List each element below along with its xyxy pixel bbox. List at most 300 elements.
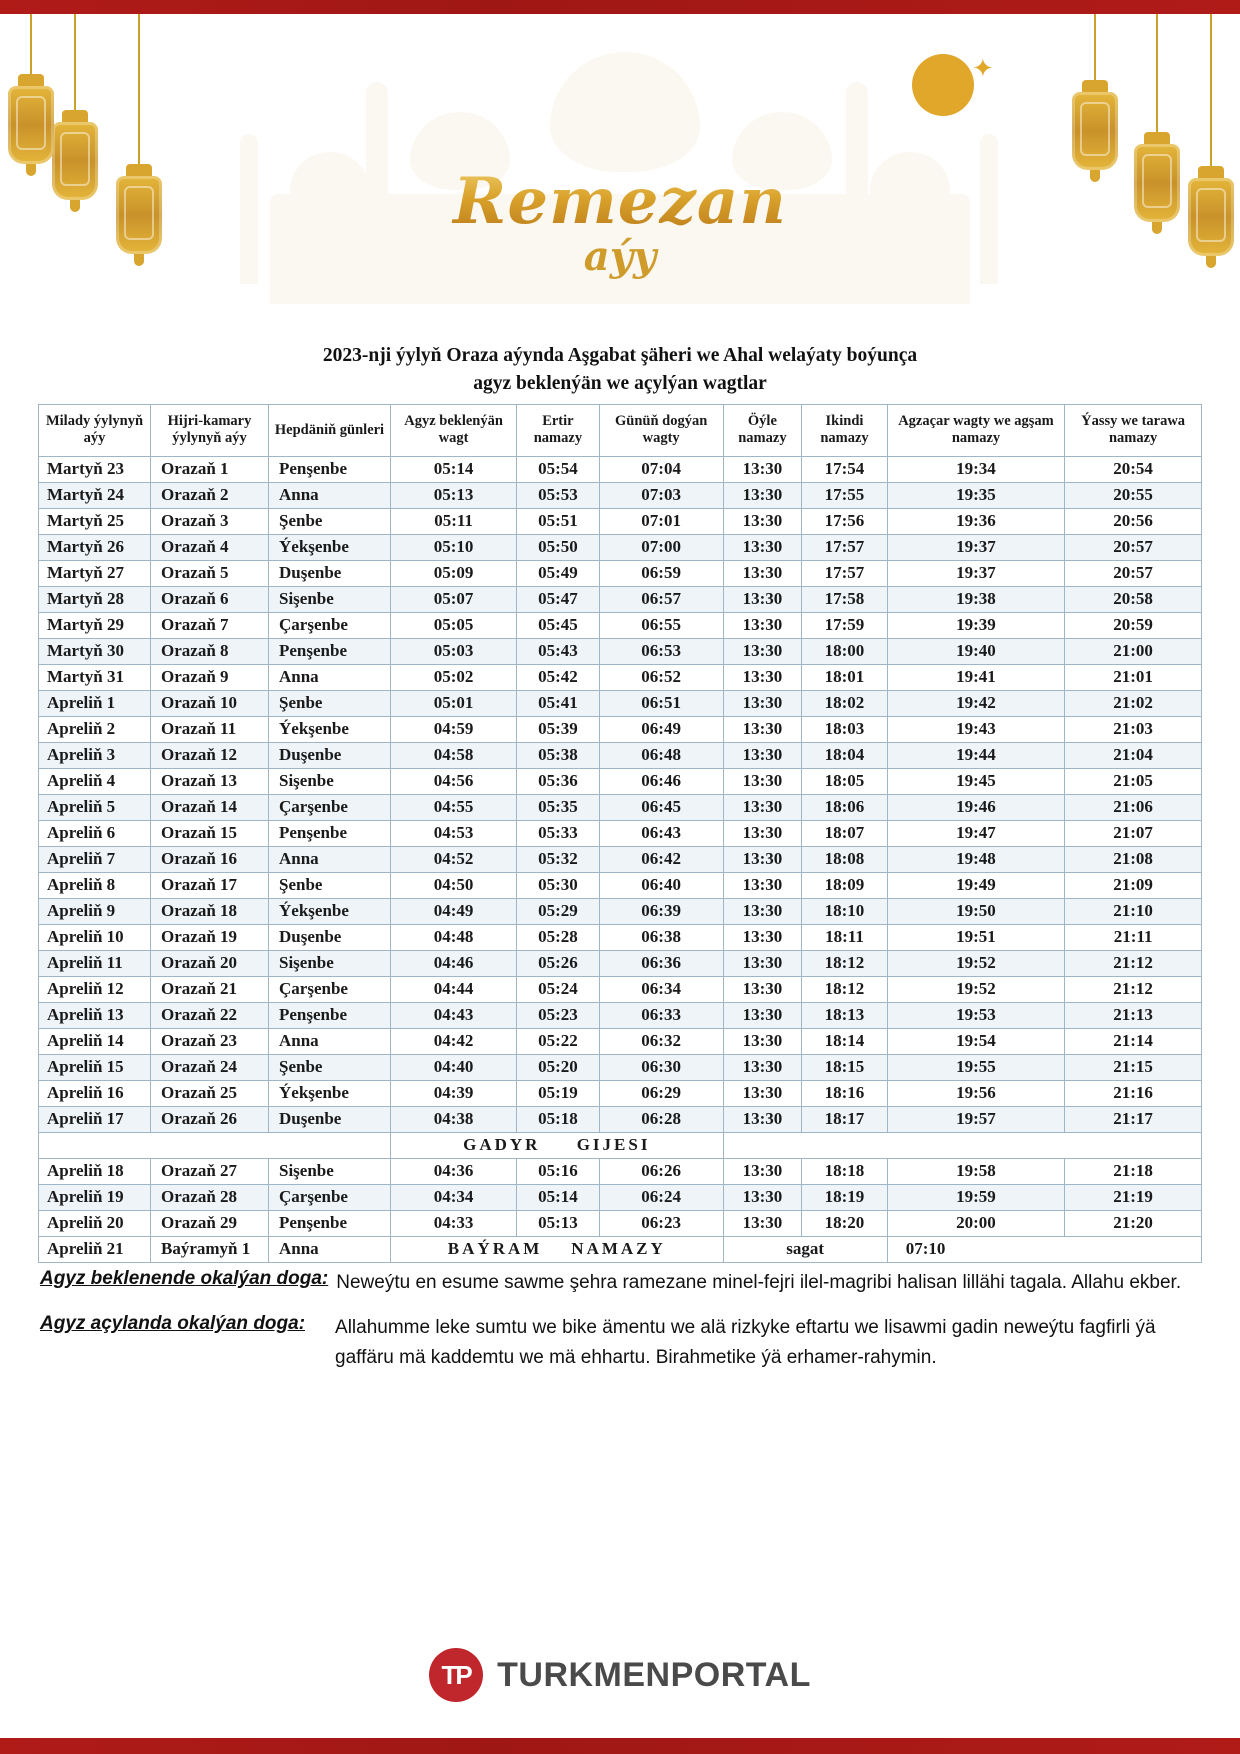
table-cell: 04:49 — [391, 898, 517, 924]
table-cell: Orazaň 4 — [151, 534, 269, 560]
table-cell: Orazaň 29 — [151, 1210, 269, 1236]
table-cell: 13:30 — [723, 716, 802, 742]
table-cell: 21:03 — [1065, 716, 1202, 742]
table-cell: 21:12 — [1065, 976, 1202, 1002]
table-cell: Orazaň 12 — [151, 742, 269, 768]
table-cell: 06:28 — [599, 1106, 723, 1132]
table-cell: 17:59 — [802, 612, 888, 638]
column-header-hijri-month: Hijri-kamary ýylynyň aýy — [151, 405, 269, 457]
table-cell: 06:49 — [599, 716, 723, 742]
table-cell: 04:52 — [391, 846, 517, 872]
table-cell: 13:30 — [723, 690, 802, 716]
table-cell: 06:30 — [599, 1054, 723, 1080]
subtitle-line-1: 2023-nji ýylyň Oraza aýynda Aşgabat şäheri we Ahal welaýaty boýunça — [322, 345, 918, 366]
table-cell: 13:30 — [723, 508, 802, 534]
table-cell: 13:30 — [723, 976, 802, 1002]
table-cell: 05:03 — [391, 638, 517, 664]
table-cell: 21:08 — [1065, 846, 1202, 872]
table-cell: 06:33 — [599, 1002, 723, 1028]
table-cell: Penşenbe — [269, 1002, 391, 1028]
table-cell: Apreliň 3 — [39, 742, 151, 768]
table-cell: 13:30 — [723, 820, 802, 846]
table-cell: 06:46 — [599, 768, 723, 794]
table-cell: 13:30 — [723, 768, 802, 794]
column-header-sunrise: Günüň dogýan wagty — [599, 405, 723, 457]
table-cell: Apreliň 18 — [39, 1158, 151, 1184]
table-cell: 19:37 — [887, 534, 1064, 560]
table-cell: 21:16 — [1065, 1080, 1202, 1106]
table-row — [39, 690, 1202, 716]
table-row — [39, 482, 1202, 508]
table-cell: 18:02 — [802, 690, 888, 716]
table-cell: Orazaň 20 — [151, 950, 269, 976]
table-cell: 13:30 — [723, 1210, 802, 1236]
table-cell: 13:30 — [723, 1054, 802, 1080]
table-cell: 05:45 — [517, 612, 600, 638]
table-cell: 04:40 — [391, 1054, 517, 1080]
table-cell: 19:55 — [887, 1054, 1064, 1080]
table-cell: 20:58 — [1065, 586, 1202, 612]
table-cell: Orazaň 27 — [151, 1158, 269, 1184]
table-cell: 13:30 — [723, 1106, 802, 1132]
table-cell: 18:10 — [802, 898, 888, 924]
table-cell: 21:01 — [1065, 664, 1202, 690]
table-row — [39, 950, 1202, 976]
table-cell: 18:11 — [802, 924, 888, 950]
table-cell: 05:09 — [391, 560, 517, 586]
table-cell: 06:39 — [599, 898, 723, 924]
gadyr-spacer-right — [723, 1132, 1201, 1158]
table-cell: 13:30 — [723, 638, 802, 664]
top-decorative-band — [0, 0, 1240, 14]
table-cell: 19:40 — [887, 638, 1064, 664]
table-cell: 18:15 — [802, 1054, 888, 1080]
table-cell: 05:53 — [517, 482, 600, 508]
table-cell: 19:46 — [887, 794, 1064, 820]
table-cell: Şenbe — [269, 690, 391, 716]
table-cell: Martyň 27 — [39, 560, 151, 586]
table-cell: 13:30 — [723, 586, 802, 612]
table-cell: 04:53 — [391, 820, 517, 846]
table-cell: 20:55 — [1065, 482, 1202, 508]
table-cell: 21:13 — [1065, 1002, 1202, 1028]
table-cell: 05:07 — [391, 586, 517, 612]
table-cell: 05:20 — [517, 1054, 600, 1080]
table-cell: 21:05 — [1065, 768, 1202, 794]
table-row — [39, 586, 1202, 612]
table-cell: 19:53 — [887, 1002, 1064, 1028]
table-cell: 19:37 — [887, 560, 1064, 586]
column-header-fast-start: Agyz beklenýän wagt — [391, 405, 517, 457]
table-cell: 13:30 — [723, 846, 802, 872]
table-cell: Martyň 30 — [39, 638, 151, 664]
table-cell: Apreliň 16 — [39, 1080, 151, 1106]
table-cell: 21:04 — [1065, 742, 1202, 768]
prayer-times-table-wrapper — [38, 404, 1202, 1263]
table-cell: Apreliň 20 — [39, 1210, 151, 1236]
table-cell: 13:30 — [723, 898, 802, 924]
title-main: Remezan — [0, 164, 1240, 239]
table-cell: Orazaň 25 — [151, 1080, 269, 1106]
table-cell: 20:59 — [1065, 612, 1202, 638]
table-cell: 20:57 — [1065, 534, 1202, 560]
table-cell: 18:14 — [802, 1028, 888, 1054]
table-cell: 07:01 — [599, 508, 723, 534]
table-cell: Duşenbe — [269, 560, 391, 586]
table-cell: 18:09 — [802, 872, 888, 898]
table-cell: 13:30 — [723, 560, 802, 586]
table-cell: Orazaň 14 — [151, 794, 269, 820]
table-cell: Apreliň 11 — [39, 950, 151, 976]
table-row — [39, 456, 1202, 482]
table-cell: 05:32 — [517, 846, 600, 872]
table-cell: Orazaň 6 — [151, 586, 269, 612]
table-cell: 06:57 — [599, 586, 723, 612]
table-cell: Martyň 28 — [39, 586, 151, 612]
table-cell: 05:18 — [517, 1106, 600, 1132]
table-cell: 04:36 — [391, 1158, 517, 1184]
table-cell: Martyň 26 — [39, 534, 151, 560]
table-cell: Orazaň 16 — [151, 846, 269, 872]
table-cell: 05:13 — [391, 482, 517, 508]
table-cell: 19:42 — [887, 690, 1064, 716]
table-cell: Orazaň 18 — [151, 898, 269, 924]
table-cell: 18:05 — [802, 768, 888, 794]
table-cell: 19:58 — [887, 1158, 1064, 1184]
table-cell: 19:54 — [887, 1028, 1064, 1054]
table-cell: Ýekşenbe — [269, 534, 391, 560]
table-cell: Orazaň 23 — [151, 1028, 269, 1054]
table-cell: 13:30 — [723, 1080, 802, 1106]
table-cell: 19:39 — [887, 612, 1064, 638]
table-cell: 13:30 — [723, 1184, 802, 1210]
table-cell: Orazaň 2 — [151, 482, 269, 508]
table-cell: 04:50 — [391, 872, 517, 898]
footer-logo — [0, 1648, 1240, 1702]
table-cell: 04:59 — [391, 716, 517, 742]
table-cell: 05:50 — [517, 534, 600, 560]
table-row — [39, 1184, 1202, 1210]
prayer-times-table — [38, 404, 1202, 1263]
table-row — [39, 1080, 1202, 1106]
table-cell: 21:18 — [1065, 1158, 1202, 1184]
table-cell: Apreliň 17 — [39, 1106, 151, 1132]
table-cell: 05:39 — [517, 716, 600, 742]
table-cell: 19:59 — [887, 1184, 1064, 1210]
table-cell: Anna — [269, 1028, 391, 1054]
table-cell: 06:45 — [599, 794, 723, 820]
table-cell: 05:30 — [517, 872, 600, 898]
table-cell: 19:51 — [887, 924, 1064, 950]
table-cell: Şenbe — [269, 508, 391, 534]
table-cell: 19:47 — [887, 820, 1064, 846]
table-cell: 07:00 — [599, 534, 723, 560]
table-row — [39, 898, 1202, 924]
table-cell: Penşenbe — [269, 820, 391, 846]
table-cell: 19:36 — [887, 508, 1064, 534]
table-row — [39, 560, 1202, 586]
table-cell: 13:30 — [723, 664, 802, 690]
table-cell: 13:30 — [723, 534, 802, 560]
table-cell: 13:30 — [723, 456, 802, 482]
table-cell: 21:10 — [1065, 898, 1202, 924]
dua-fast-start-label: Agyz beklenende okalýan doga: — [40, 1268, 329, 1289]
table-cell: Orazaň 7 — [151, 612, 269, 638]
table-cell: 05:49 — [517, 560, 600, 586]
star-icon: ✦ — [972, 54, 994, 83]
table-cell: Orazaň 15 — [151, 820, 269, 846]
table-row — [39, 846, 1202, 872]
table-cell: Orazaň 1 — [151, 456, 269, 482]
table-cell: Orazaň 9 — [151, 664, 269, 690]
table-cell: 05:23 — [517, 1002, 600, 1028]
table-cell: Apreliň 9 — [39, 898, 151, 924]
table-cell: 06:43 — [599, 820, 723, 846]
table-cell: 06:26 — [599, 1158, 723, 1184]
table-cell: 21:15 — [1065, 1054, 1202, 1080]
table-cell: 17:57 — [802, 560, 888, 586]
table-cell: Sişenbe — [269, 950, 391, 976]
table-cell: 06:40 — [599, 872, 723, 898]
column-header-weekday: Hepdäniň günleri — [269, 405, 391, 457]
crescent-moon-icon — [912, 54, 992, 134]
table-cell: Orazaň 22 — [151, 1002, 269, 1028]
table-cell: Martyň 31 — [39, 664, 151, 690]
table-cell: 20:00 — [887, 1210, 1064, 1236]
table-cell: 21:19 — [1065, 1184, 1202, 1210]
table-cell: 06:36 — [599, 950, 723, 976]
table-row — [39, 716, 1202, 742]
table-cell: 18:18 — [802, 1158, 888, 1184]
table-cell: 19:52 — [887, 950, 1064, 976]
gadyr-night-row — [39, 1132, 1202, 1158]
table-row — [39, 508, 1202, 534]
table-row — [39, 1158, 1202, 1184]
table-cell: Anna — [269, 664, 391, 690]
table-cell: Ýekşenbe — [269, 898, 391, 924]
table-cell: Orazaň 10 — [151, 690, 269, 716]
table-cell: 18:00 — [802, 638, 888, 664]
table-cell: 05:51 — [517, 508, 600, 534]
lantern-icon — [8, 14, 54, 162]
turkmenportal-logo-mark: TP — [429, 1648, 483, 1702]
table-cell: 21:09 — [1065, 872, 1202, 898]
table-cell: Apreliň 2 — [39, 716, 151, 742]
table-cell: Apreliň 21 — [39, 1236, 151, 1262]
column-header-dhuhr: Öýle namazy — [723, 405, 802, 457]
table-row — [39, 664, 1202, 690]
table-cell: 19:35 — [887, 482, 1064, 508]
bayram-row — [39, 1236, 1202, 1262]
table-cell: Çarşenbe — [269, 1184, 391, 1210]
table-cell: 21:07 — [1065, 820, 1202, 846]
title-sub: aýy — [583, 233, 657, 280]
table-cell: 17:58 — [802, 586, 888, 612]
table-cell: 06:51 — [599, 690, 723, 716]
table-cell: 21:12 — [1065, 950, 1202, 976]
table-cell: Çarşenbe — [269, 976, 391, 1002]
table-cell: 19:48 — [887, 846, 1064, 872]
table-cell: Martyň 29 — [39, 612, 151, 638]
table-cell: 05:01 — [391, 690, 517, 716]
table-cell: Apreliň 6 — [39, 820, 151, 846]
table-cell: 06:38 — [599, 924, 723, 950]
column-header-fajr: Ertir namazy — [517, 405, 600, 457]
table-cell: 04:42 — [391, 1028, 517, 1054]
subtitle-line-2: agyz beklenýän we açylýan wagtlar — [473, 373, 767, 395]
table-cell: 21:17 — [1065, 1106, 1202, 1132]
dua-fast-start — [40, 1268, 1200, 1297]
table-cell: Apreliň 14 — [39, 1028, 151, 1054]
table-cell: 05:29 — [517, 898, 600, 924]
table-cell: Martyň 25 — [39, 508, 151, 534]
table-cell: 17:55 — [802, 482, 888, 508]
table-cell: 04:43 — [391, 1002, 517, 1028]
table-cell: 18:20 — [802, 1210, 888, 1236]
table-cell: 19:43 — [887, 716, 1064, 742]
table-cell: 18:04 — [802, 742, 888, 768]
table-row — [39, 742, 1202, 768]
table-cell: Apreliň 1 — [39, 690, 151, 716]
table-cell: 07:03 — [599, 482, 723, 508]
column-header-gregorian-month: Milady ýylynyň aýy — [39, 405, 151, 457]
turkmenportal-logo-text: TURKMENPORTAL — [497, 1655, 811, 1694]
table-cell: Çarşenbe — [269, 612, 391, 638]
table-cell: 04:58 — [391, 742, 517, 768]
table-cell: Duşenbe — [269, 1106, 391, 1132]
bayram-sagat-label: sagat — [723, 1236, 887, 1262]
table-cell: 19:57 — [887, 1106, 1064, 1132]
table-cell: 05:14 — [391, 456, 517, 482]
table-cell: 04:48 — [391, 924, 517, 950]
table-cell: Apreliň 7 — [39, 846, 151, 872]
dua-iftar-label: Agyz açylanda okalýan doga: — [40, 1313, 306, 1335]
table-cell: 04:33 — [391, 1210, 517, 1236]
table-cell: 18:13 — [802, 1002, 888, 1028]
dua-fast-start-text: Neweýtu en esume sawme şehra ramezane minel-fejri ilel-magribi halisan lillähi tagala. Allahu ekber. — [336, 1272, 1182, 1293]
table-cell: 06:52 — [599, 664, 723, 690]
table-cell: Orazaň 13 — [151, 768, 269, 794]
table-cell: 18:17 — [802, 1106, 888, 1132]
table-cell: 06:34 — [599, 976, 723, 1002]
table-cell: 18:03 — [802, 716, 888, 742]
table-cell: 21:00 — [1065, 638, 1202, 664]
table-cell: 13:30 — [723, 950, 802, 976]
table-body — [39, 456, 1202, 1262]
table-cell: 20:54 — [1065, 456, 1202, 482]
table-row — [39, 1054, 1202, 1080]
table-cell: 18:12 — [802, 976, 888, 1002]
table-cell: 13:30 — [723, 872, 802, 898]
table-cell: Duşenbe — [269, 924, 391, 950]
table-cell: Orazaň 24 — [151, 1054, 269, 1080]
table-row — [39, 872, 1202, 898]
table-cell: 19:50 — [887, 898, 1064, 924]
table-cell: Ýekşenbe — [269, 716, 391, 742]
table-cell: 21:02 — [1065, 690, 1202, 716]
table-cell: Martyň 23 — [39, 456, 151, 482]
dua-iftar-text: Allahumme leke sumtu we bike ämentu we alä rizkyke eftartu we lisawmi gadin neweýtu fagfirli ýä gaffäru mä kaddemtu we mä ehhartu. Birahmetike ýä erhamer-rahymin. — [335, 1317, 1156, 1368]
table-cell: 04:34 — [391, 1184, 517, 1210]
table-cell: 05:38 — [517, 742, 600, 768]
column-header-isha: Ýassy we tarawa namazy — [1065, 405, 1202, 457]
table-cell: Apreliň 15 — [39, 1054, 151, 1080]
table-cell: 04:56 — [391, 768, 517, 794]
table-cell: Apreliň 12 — [39, 976, 151, 1002]
table-cell: 18:16 — [802, 1080, 888, 1106]
table-cell: Sişenbe — [269, 1158, 391, 1184]
table-cell: 21:11 — [1065, 924, 1202, 950]
page-title — [0, 164, 1240, 280]
table-cell: Orazaň 11 — [151, 716, 269, 742]
table-cell: Apreliň 13 — [39, 1002, 151, 1028]
table-cell: 04:38 — [391, 1106, 517, 1132]
table-row — [39, 1028, 1202, 1054]
bayram-time: 07:10 — [887, 1236, 1201, 1262]
table-row — [39, 1210, 1202, 1236]
table-cell: 05:28 — [517, 924, 600, 950]
table-cell: 06:48 — [599, 742, 723, 768]
table-cell: Anna — [269, 482, 391, 508]
table-cell: Orazaň 19 — [151, 924, 269, 950]
table-cell: Apreliň 8 — [39, 872, 151, 898]
table-cell: 04:55 — [391, 794, 517, 820]
table-cell: Anna — [269, 1236, 391, 1262]
table-cell: 05:36 — [517, 768, 600, 794]
table-cell: 19:52 — [887, 976, 1064, 1002]
table-cell: 17:57 — [802, 534, 888, 560]
table-cell: 19:45 — [887, 768, 1064, 794]
table-cell: 17:56 — [802, 508, 888, 534]
table-row — [39, 612, 1202, 638]
table-cell: 05:13 — [517, 1210, 600, 1236]
table-cell: 05:22 — [517, 1028, 600, 1054]
table-cell: 19:34 — [887, 456, 1064, 482]
table-cell: Şenbe — [269, 1054, 391, 1080]
table-cell: 13:30 — [723, 1158, 802, 1184]
table-cell: 05:33 — [517, 820, 600, 846]
table-cell: Penşenbe — [269, 638, 391, 664]
table-cell: 18:06 — [802, 794, 888, 820]
table-cell: 13:30 — [723, 924, 802, 950]
table-cell: 17:54 — [802, 456, 888, 482]
dua-iftar — [40, 1313, 1200, 1372]
gadyr-label: GADYR GIJESI — [391, 1132, 724, 1158]
table-cell: 19:41 — [887, 664, 1064, 690]
table-row — [39, 638, 1202, 664]
table-cell: 05:24 — [517, 976, 600, 1002]
table-cell: Apreliň 10 — [39, 924, 151, 950]
table-cell: Sişenbe — [269, 768, 391, 794]
table-cell: 04:39 — [391, 1080, 517, 1106]
table-cell: 13:30 — [723, 1002, 802, 1028]
header-banner — [0, 14, 1240, 304]
table-cell: 18:12 — [802, 950, 888, 976]
table-cell: Penşenbe — [269, 1210, 391, 1236]
table-cell: Orazaň 17 — [151, 872, 269, 898]
table-cell: Orazaň 28 — [151, 1184, 269, 1210]
table-cell: 20:57 — [1065, 560, 1202, 586]
table-cell: 06:32 — [599, 1028, 723, 1054]
table-cell: 05:26 — [517, 950, 600, 976]
table-cell: Şenbe — [269, 872, 391, 898]
table-row — [39, 534, 1202, 560]
bottom-decorative-band — [0, 1738, 1240, 1754]
table-cell: 13:30 — [723, 612, 802, 638]
table-cell: 21:14 — [1065, 1028, 1202, 1054]
table-cell: 05:10 — [391, 534, 517, 560]
table-cell: 05:41 — [517, 690, 600, 716]
